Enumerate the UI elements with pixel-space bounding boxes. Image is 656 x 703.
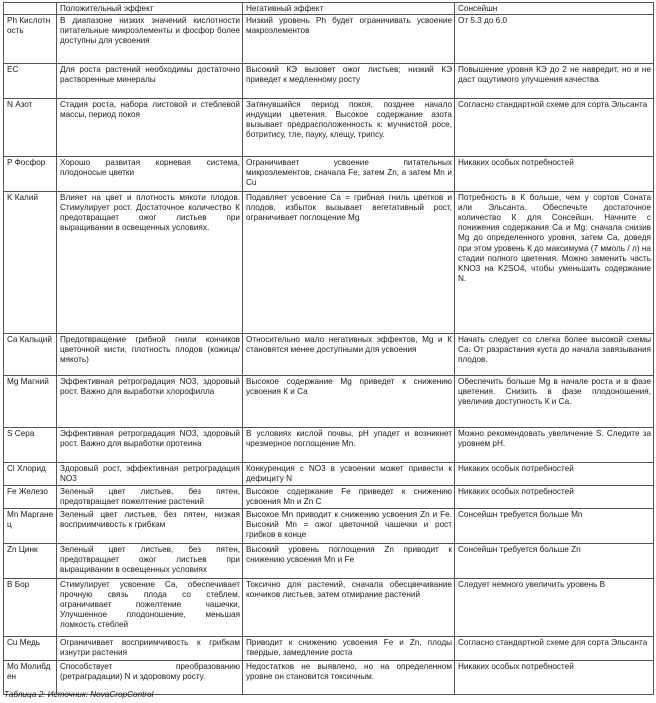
negative-effect-cell: Токсично для растений, сначала обесцвечивание кончиков листьев, затем отмирание растений xyxy=(243,579,455,637)
sensation-cell: Повышение уровня КЭ до 2 не навредит, но и не даст ощутимого улучшения качества xyxy=(455,64,654,99)
sensation-cell: Сонсейшн требуется больше Mn xyxy=(455,509,654,544)
element-cell: Cl Хлорид xyxy=(4,463,57,486)
sensation-cell: Согласно стандартной схеме для сорта Эльсанта xyxy=(455,637,654,661)
positive-effect-cell: Здоровый рост, эффективная ретроградация NO3 xyxy=(57,463,243,486)
positive-effect-cell: Предотвращение грибной гнили кончиков цветочной кисти, плотность плодов (кожица/мякоть) xyxy=(57,334,243,376)
table-row xyxy=(4,334,654,376)
element-cell: Zn Цинк xyxy=(4,544,57,579)
table-row xyxy=(4,637,654,661)
table-row xyxy=(4,463,654,486)
negative-effect-cell: Низкий уровень Ph будет ограничивать усвоение макроэлементов xyxy=(243,15,455,64)
element-cell: Mo Молибден xyxy=(4,661,57,695)
table-row xyxy=(4,192,654,334)
negative-effect-cell: Высокий уровень поглощения Zn приводит к снижению усвоения Mn и Fe xyxy=(243,544,455,579)
sensation-cell: Никаких особых потребностей xyxy=(455,463,654,486)
element-cell: Mn Марганец xyxy=(4,509,57,544)
element-cell: Fe Железо xyxy=(4,486,57,509)
negative-effect-cell: Подавляет усвоение Са = грибная гниль цветков и плодов, избыток вызывает вегетативный рост, ограничивает поглощение Mg xyxy=(243,192,455,334)
nutrient-table xyxy=(3,2,654,695)
sensation-cell: Никаких особых потребностей xyxy=(455,157,654,192)
header-negative: Негативный эффект xyxy=(243,3,455,15)
positive-effect-cell: Хорошо развитая корневая система, плодоносые цветки xyxy=(57,157,243,192)
header-row xyxy=(4,3,654,15)
sensation-cell: Никаких особых потребностей xyxy=(455,486,654,509)
negative-effect-cell: Относительно мало негативных эффектов, Mg и К становятся менее доступными для усвоения xyxy=(243,334,455,376)
header-sensation: Сонсейшн xyxy=(455,3,654,15)
table-row xyxy=(4,486,654,509)
table-row xyxy=(4,376,654,428)
element-cell: Cu Медь xyxy=(4,637,57,661)
element-cell: N Азот xyxy=(4,99,57,157)
sensation-cell: Сонсейшн требуется больше Zn xyxy=(455,544,654,579)
positive-effect-cell: Зеленый цвет листьев, без пятен, предотвращает пожелтение растений xyxy=(57,486,243,509)
positive-effect-cell: Ограничивает восприимчивость к грибкам изнутри растения xyxy=(57,637,243,661)
sensation-cell: Следует немного увеличить уровень В xyxy=(455,579,654,637)
sensation-cell: Можно рекомендовать увеличение S. Следите за уровнем pH. xyxy=(455,428,654,463)
positive-effect-cell: Зеленый цвет листьев, без пятен, низкая восприимчивость к грибкам xyxy=(57,509,243,544)
negative-effect-cell: Высокий КЭ вызовет ожог листьев; низкий КЭ приведет к медленному росту xyxy=(243,64,455,99)
positive-effect-cell: В диапазоне низких значений кислотности питательные микроэлементы и фосфор более доступны для усвоения xyxy=(57,15,243,64)
header-element xyxy=(4,3,57,15)
negative-effect-cell: Приводит к снижению усвоения Fe и Zn, плоды твердые, замедление роста xyxy=(243,637,455,661)
element-cell: B Бор xyxy=(4,579,57,637)
element-cell: Mg Магний xyxy=(4,376,57,428)
element-cell: P Фосфор xyxy=(4,157,57,192)
positive-effect-cell: Зеленый цвет листьев, без пятен, предотвращает ожог листьев при выращивании в освещенных условиях xyxy=(57,544,243,579)
positive-effect-cell: Эффективная ретроградация NO3, здоровый рост. Важно для выработки хлорофилла xyxy=(57,376,243,428)
sensation-cell: Никаких особых потребностей xyxy=(455,661,654,695)
negative-effect-cell: Недостатков не выявлено, но на определенном уровне он становится токсичным. xyxy=(243,661,455,695)
table-caption: Таблица 2: Источник: NovaCropControl xyxy=(4,690,154,699)
negative-effect-cell: Ограничивает усвоение питательных микроэлементов, сначала Fe, затем Zn, а затем Mn и Cu xyxy=(243,157,455,192)
element-cell: S Сера xyxy=(4,428,57,463)
table-row xyxy=(4,15,654,64)
positive-effect-cell: Влияет на цвет и плотность мякоти плодов. Стимулирует рост. Достаточное количество К предотвращает ожог листьев при выращивании в освещенных условиях. xyxy=(57,192,243,334)
negative-effect-cell: В условиях кислой почвы, pH упадет и возникнет чрезмерное поглощение Mn. xyxy=(243,428,455,463)
table-row xyxy=(4,579,654,637)
element-cell: Ca Кальций xyxy=(4,334,57,376)
positive-effect-cell: Стимулирует усвоение Са, обеспечивает прочную связь плода со стеблем, ограничивает пожелтение чашечки, Улучшенное плодоношение, меньшая ломкость стеблей xyxy=(57,579,243,637)
sensation-cell: От 5.3 до 6.0 xyxy=(455,15,654,64)
positive-effect-cell: Способствует преобразованию (ретраградации) N и здоровому росту. xyxy=(57,661,243,695)
table-row xyxy=(4,157,654,192)
table-row xyxy=(4,428,654,463)
element-cell: Ph Кислотность xyxy=(4,15,57,64)
negative-effect-cell: Высокое Mn приводит к снижению усвоения Zn и Fe. Высокий Mn = ожог цветочной чашечки и рост грибков в конце xyxy=(243,509,455,544)
negative-effect-cell: Конкуренция с NO3 в усвоении может привести к дефициту N xyxy=(243,463,455,486)
sensation-cell: Обеспечить больше Mg в начале роста и в фазе цветения. Снизить в фазе плодоношения, увеличив доступность К и Са. xyxy=(455,376,654,428)
positive-effect-cell: Стадия роста, набора листовой и стеблевой массы, период покоя xyxy=(57,99,243,157)
negative-effect-cell: Высокое содержание Fe приведет к снижению усвоения Mn и Zn С xyxy=(243,486,455,509)
sensation-cell: Потребность в К больше, чем у сортов Соната или Эльсанта. Обеспечьте достаточное количество К для Сонсейшн. Начните с понижения содержания Са и Mg: сначала снизив Mg до определенного уровня, затем Са, доведя при этом уровень К до максимума (7 ммоль / л) на стадии полного цветения. Можно заменить часть KNO3 на K2SO4, чтобы уменьшить содержание N. xyxy=(455,192,654,334)
element-cell: K Калий xyxy=(4,192,57,334)
negative-effect-cell: Высокое содержание Mg приведет к снижению усвоения К и Са xyxy=(243,376,455,428)
header-positive: Положительный эффект xyxy=(57,3,243,15)
table-row xyxy=(4,544,654,579)
negative-effect-cell: Затянувшийся период покоя, позднее начало индукции цветения. Высокое содержание азота вызывает предрасположенность к: мучнистой росе, ботритису, тле, пауку, клещу, трипсу. xyxy=(243,99,455,157)
sensation-cell: Согласно стандартной схеме для сорта Эльсанта xyxy=(455,99,654,157)
table-row xyxy=(4,99,654,157)
element-cell: EC xyxy=(4,64,57,99)
positive-effect-cell: Для роста растений необходимы достаточно растворенные минералы xyxy=(57,64,243,99)
positive-effect-cell: Эффективная ретроградация NO3, здоровый рост. Важно для выработки протеина xyxy=(57,428,243,463)
table-row xyxy=(4,64,654,99)
sensation-cell: Начать следует со слегка более высокой схемы Са. От разрастания куста до начала завязывания плодов. xyxy=(455,334,654,376)
table-row xyxy=(4,509,654,544)
